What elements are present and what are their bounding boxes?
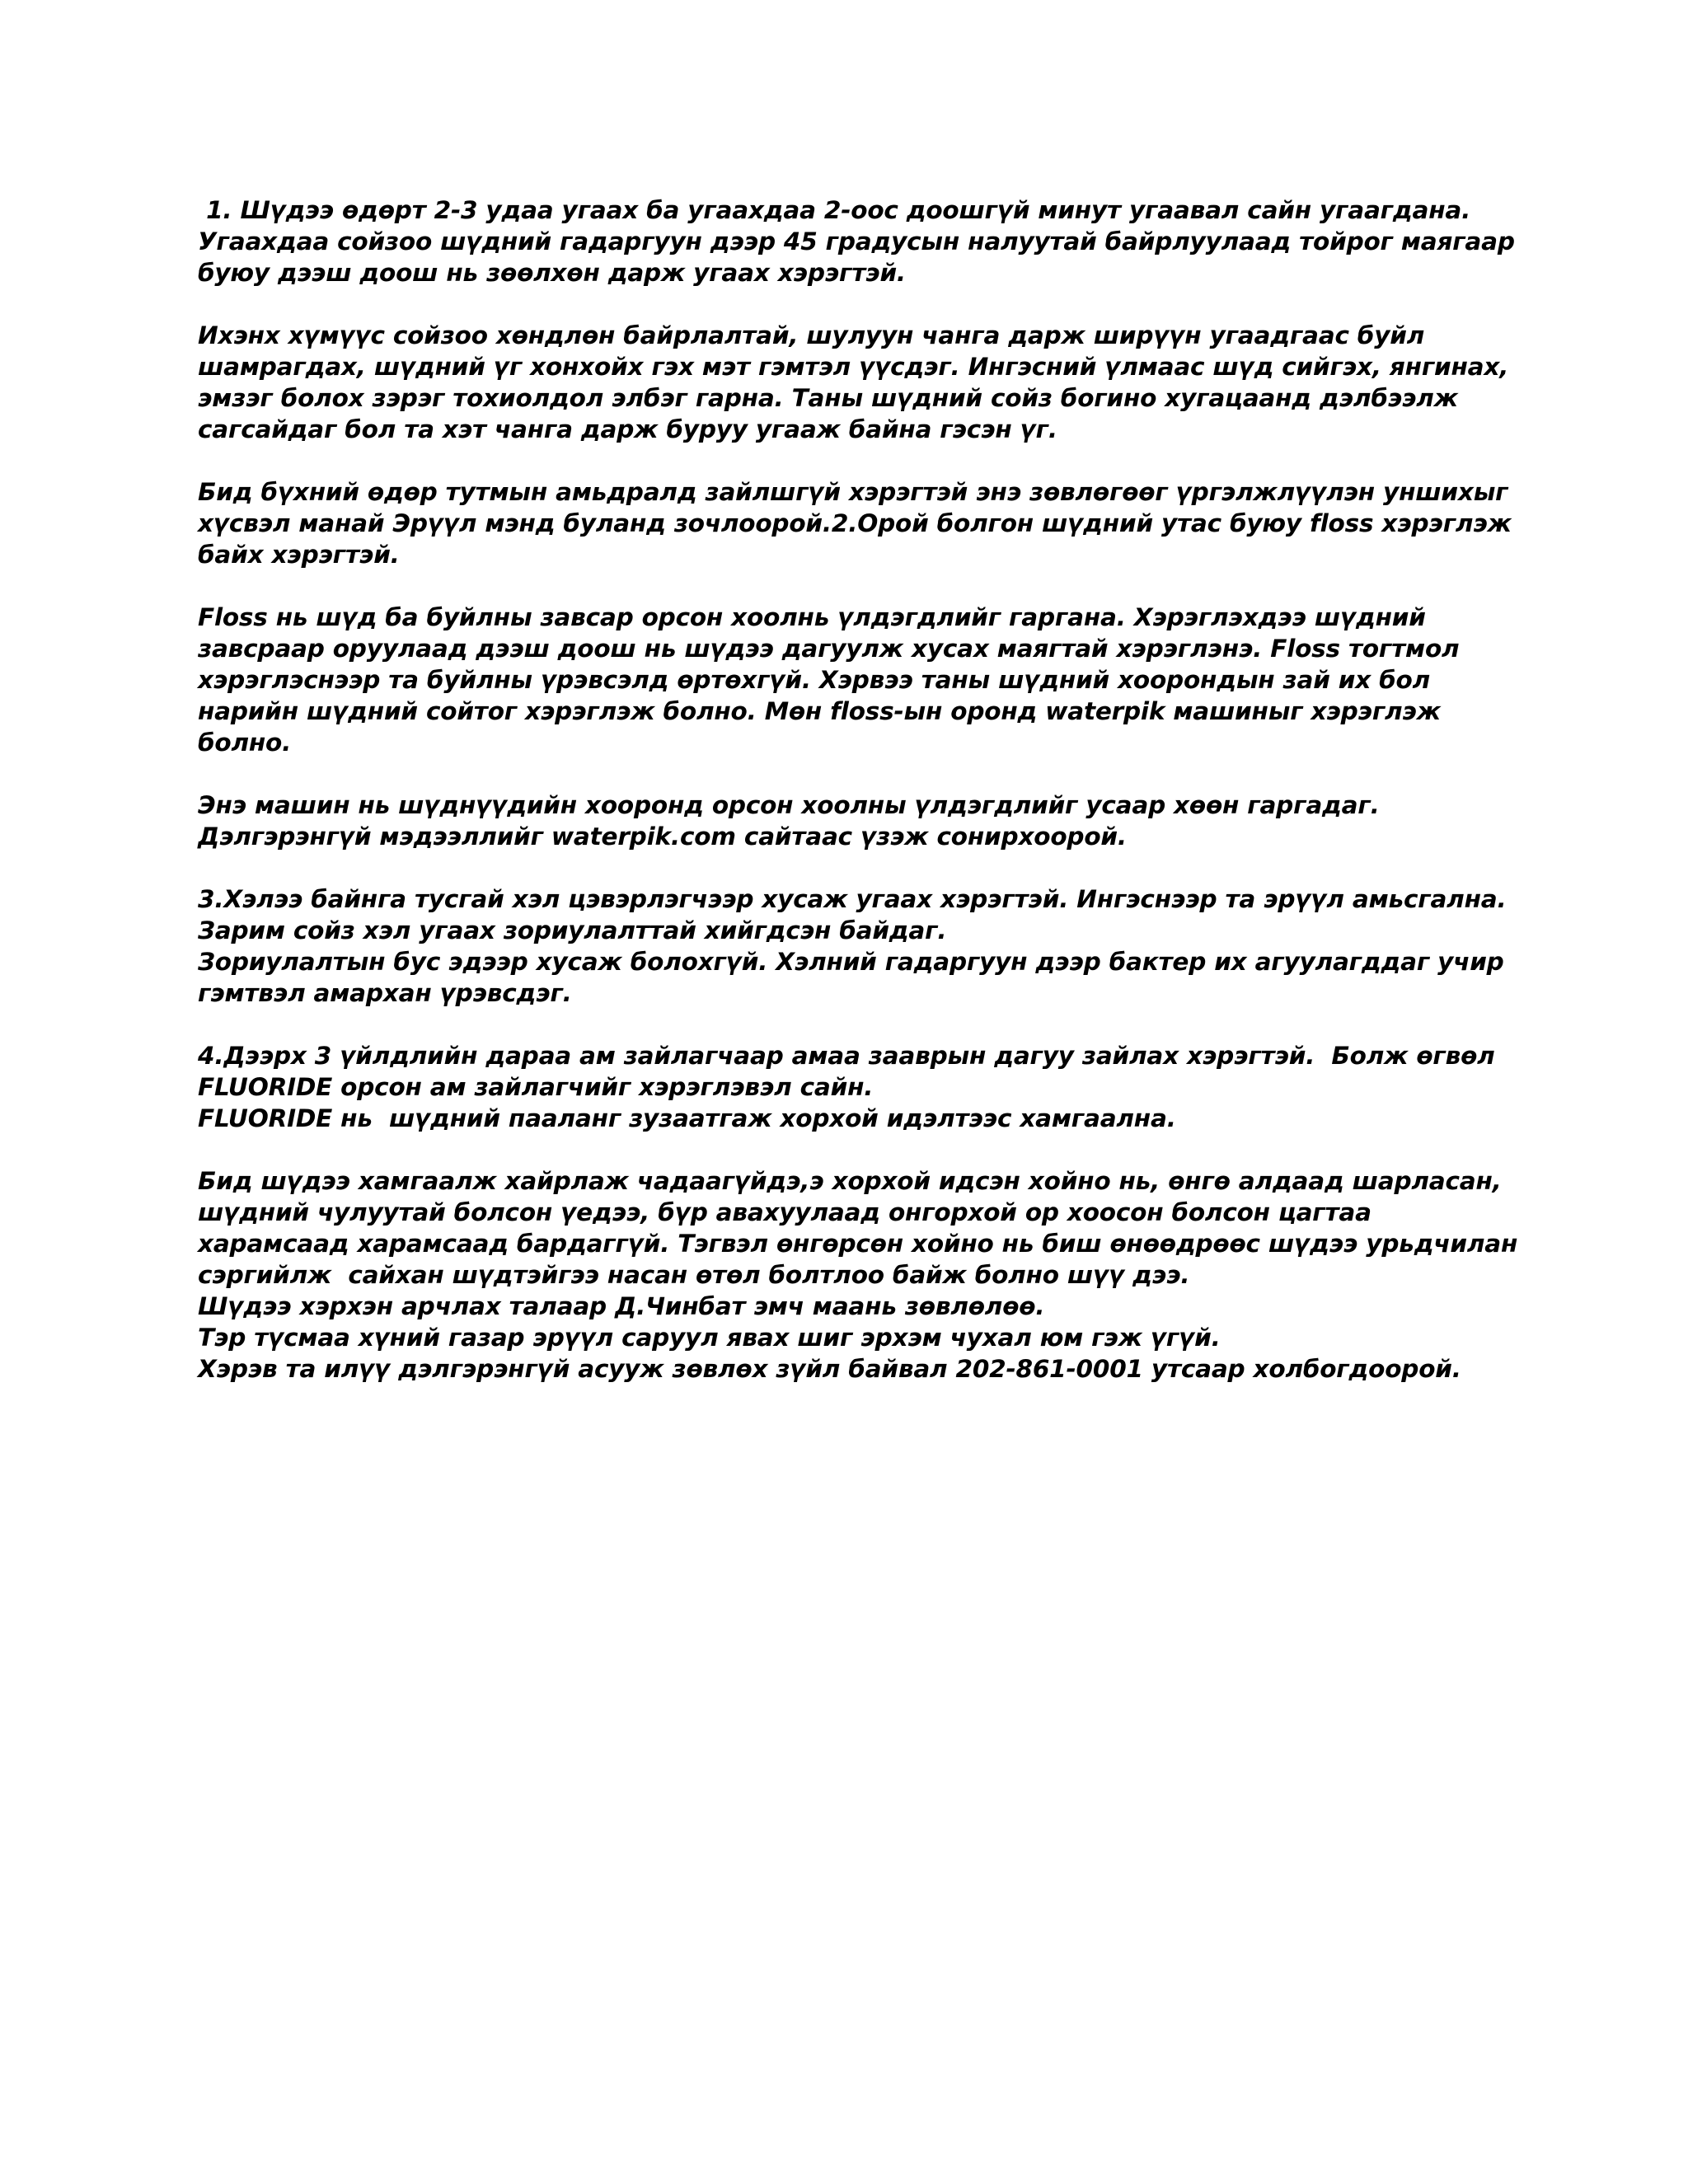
text-line: 3.Хэлээ байнга тусгай хэл цэвэрлэгчээр хусаж угаах хэрэгтэй. Ингэснээр та эрүүл амьсгална.	[198, 885, 1507, 913]
text-line: Энэ машин нь шүднүүдийн хооронд орсон хоолны үлдэгдлийг усаар хөөн гаргадаг.	[198, 791, 1380, 819]
text-line: сэргийлж сайхан шүдтэйгээ насан өтөл болтлоо байж болно шүү дээ.	[198, 1261, 1190, 1289]
text-line: Floss нь шүд ба буйлны завсар орсон хоолнь үлдэгдлийг гаргана. Хэрэглэхдээ шүдний	[198, 603, 1426, 631]
text-line: завсраар оруулаад дээш доош нь шүдээ дагуулж хусах маягтай хэрэглэнэ. Floss тогтмол	[198, 635, 1460, 663]
text-line: FLUORIDE орсон ам зайлагчийг хэрэглэвэл сайн.	[198, 1073, 874, 1101]
text-line: Зориулалтын бус эдээр хусаж болохгүй. Хэлний гадаргуун дээр бактер их агуулагддаг учир	[198, 948, 1504, 976]
text-line: нарийн шүдний сойтог хэрэглэж болно. Мөн floss-ын оронд waterpik машиныг хэрэглэж	[198, 697, 1441, 725]
paragraph-tongue-cleaning	[198, 883, 1517, 1009]
paragraph-mouthwash	[198, 1040, 1517, 1134]
paragraph-floss-usage	[198, 602, 1517, 758]
text-line: буюу дээш доош нь зөөлхөн дарж угаах хэрэгтэй.	[198, 259, 906, 287]
text-line: болно.	[198, 729, 292, 757]
text-line: гэмтвэл амархан үрэвсдэг.	[198, 979, 572, 1007]
paragraph-conclusion	[198, 1165, 1517, 1385]
text-line: Тэр түсмаа хүний газар эрүүл саруул явах шиг эрхэм чухал юм гэж үгүй.	[198, 1324, 1221, 1352]
text-line: харамсаад харамсаад бардаггүй. Тэгвэл өнгөрсөн хойно нь биш өнөөдрөөс шүдээ урьдчилан	[198, 1230, 1518, 1258]
text-line: хүсвэл манай Эрүүл мэнд буланд зочлоорой.2.Орой болгон шүдний утас буюу floss хэрэглэж	[198, 509, 1512, 537]
text-line: Шүдээ хэрхэн арчлах талаар Д.Чинбат эмч маань зөвлөлөө.	[198, 1292, 1045, 1320]
text-line: Бид бүхний өдөр тутмын амьдралд зайлшгүй хэрэгтэй энэ зөвлөгөөг үргэлжлүүлэн уншихыг	[198, 478, 1508, 506]
text-line: Зарим сойз хэл угаах зориулалттай хийгдсэн байдаг.	[198, 916, 947, 944]
text-line: эмзэг болох зэрэг тохиолдол элбэг гарна. Таны шүдний сойз богино хугацаанд дэлбээлж	[198, 384, 1458, 412]
text-line: байх хэрэгтэй.	[198, 541, 400, 569]
text-line: шамрагдах, шүдний үг хонхойх гэх мэт гэмтэл үүсдэг. Ингэсний үлмаас шүд сийгэх, янгинах,	[198, 353, 1509, 381]
paragraph-floss-intro	[198, 476, 1517, 570]
text-line: хэрэглэснээр та буйлны үрэвсэлд өртөхгүй. Хэрвээ таны шүдний хоорондын зай их бол	[198, 666, 1430, 694]
text-line: Бид шүдээ хамгаалж хайрлаж чадаагүйдэ,э хорхой идсэн хойно нь, өнгө алдаад шарласан,	[198, 1167, 1502, 1195]
paragraph-brushing-mistakes	[198, 320, 1517, 445]
text-line: сагсайдаг бол та хэт чанга дарж буруу угааж байна гэсэн үг.	[198, 415, 1057, 443]
text-line: Угаахдаа сойзоо шүдний гадаргуун дээр 45 градусын налуутай байрлуулаад тойрог маягаар	[198, 227, 1515, 255]
document-body	[198, 194, 1517, 1416]
text-line: 1. Шүдээ өдөрт 2-3 удаа угаах ба угаахдаа 2-оос доошгүй минут угаавал сайн угаагдана.	[198, 196, 1471, 224]
text-line: Хэрэв та илүү дэлгэрэнгүй асууж зөвлөх зүйл байвал 202-861-0001 утсаар холбогдоорой.	[198, 1355, 1461, 1383]
paragraph-brushing	[198, 194, 1517, 288]
paragraph-waterpik	[198, 790, 1517, 852]
text-line: 4.Дээрх 3 үйлдлийн дараа ам зайлагчаар амаа зааврын дагуу зайлах хэрэгтэй. Болж өгвөл	[198, 1042, 1495, 1070]
text-line: шүдний чулуутай болсон үедээ, бүр авахуулаад онгорхой ор хоосон болсон цагтаа	[198, 1198, 1372, 1226]
text-line: FLUORIDE нь шүдний пааланг зузаатгаж хорхой идэлтээс хамгаална.	[198, 1104, 1176, 1132]
text-line: Дэлгэрэнгүй мэдээллийг waterpik.com сайтаас үзэж сонирхоорой.	[198, 823, 1127, 851]
text-line: Ихэнх хүмүүс сойзоо хөндлөн байрлалтай, шулуун чанга дарж ширүүн угаадгаас буйл	[198, 321, 1425, 349]
